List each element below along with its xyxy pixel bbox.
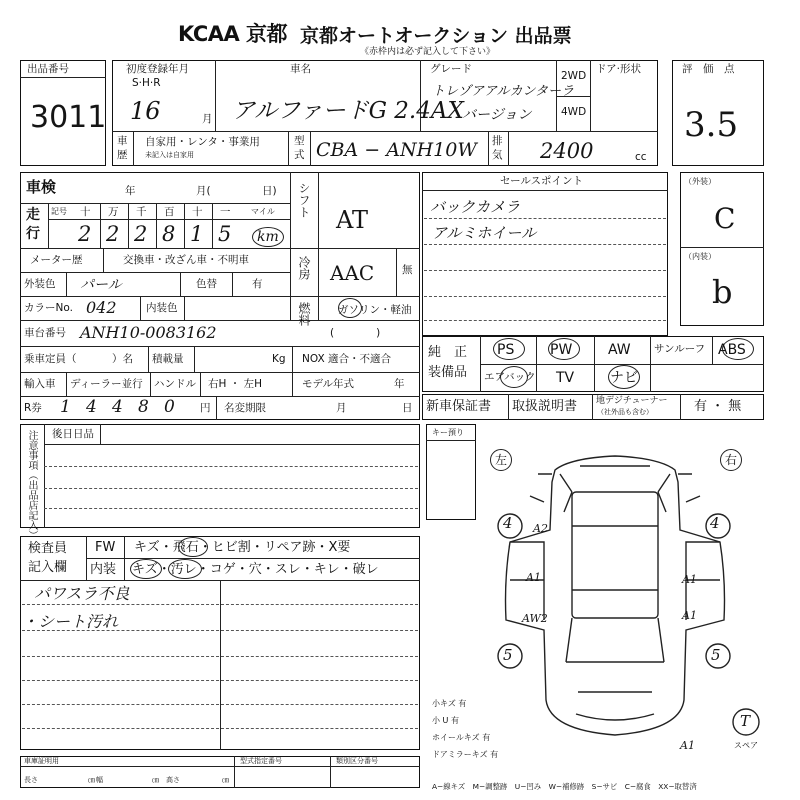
after-date-label: 後日日品 — [52, 428, 94, 440]
equipment-ps[interactable]: PS — [497, 342, 515, 358]
mileage-digit-label: 十 — [192, 206, 203, 218]
spare-label: スペア — [734, 741, 758, 750]
meter-history-options[interactable]: 交換車・改ざん車・不明車 — [123, 254, 249, 266]
legend-wheel: ホイールキズ 有 — [432, 733, 491, 742]
exterior-color-label: 外装色 — [24, 278, 56, 290]
notes-label: 注意事項（出品店記入） — [26, 430, 37, 540]
type-label: 型式指定番号 — [240, 757, 282, 765]
mark-a1-right[interactable]: A1 — [682, 573, 697, 586]
equipment-navi[interactable]: ナビ — [610, 370, 638, 386]
tire-rear-left[interactable]: 5 — [503, 646, 513, 664]
usage-options[interactable]: 自家用・レンタ・事業用 — [145, 136, 260, 148]
fuel-paren: ( ) — [330, 327, 381, 339]
equipment-abs[interactable]: ABS — [718, 342, 746, 358]
score[interactable]: 3.5 — [684, 105, 739, 145]
inspection-day-char: 日) — [262, 185, 277, 197]
equipment-label-2: 装備品 — [428, 365, 468, 380]
mark-a2[interactable]: A2 — [533, 522, 548, 535]
exterior-grade[interactable]: C — [714, 202, 736, 235]
chassis-label: 車台番号 — [24, 327, 66, 339]
expire-day: 日 — [402, 402, 413, 414]
km-unit: km — [257, 229, 279, 245]
ac-label: 冷房 — [297, 256, 311, 280]
grade-line-2[interactable]: バージョン — [462, 107, 532, 123]
inspection-label: 車検 — [26, 178, 57, 196]
chassis-number[interactable]: ANH10-0083162 — [80, 323, 217, 342]
displacement[interactable]: 2400 — [540, 139, 594, 163]
has-options[interactable]: 有 ・ 無 — [694, 399, 742, 414]
shift-label: シフト — [297, 182, 311, 218]
lot-number[interactable]: 3011 — [30, 100, 107, 135]
length-label: 長さ — [24, 776, 38, 784]
mile-label: マイル — [251, 207, 275, 216]
car-name[interactable]: アルファードG 2.4AX — [232, 98, 464, 124]
history-label-1: 車 — [117, 135, 128, 147]
mileage-digit-label: 千 — [136, 206, 147, 218]
mileage-label-2: 行 — [26, 226, 40, 242]
width-label: 幅 — [96, 776, 103, 784]
interior-color-label: 内装色 — [146, 302, 178, 314]
handle-options[interactable]: 右H ・ 左H — [208, 378, 262, 390]
key-box — [426, 424, 476, 520]
height-label: 高さ — [166, 776, 180, 784]
inspector-label-2: 記入欄 — [28, 560, 68, 575]
grade-line-1[interactable]: トレゾアアルカンターラ — [432, 84, 574, 99]
digital-tuner[interactable]: 地デジチューナー — [596, 396, 668, 406]
equipment-airbag[interactable]: エアバック — [484, 371, 536, 383]
mark-aw2[interactable]: AW2 — [522, 612, 548, 625]
equipment-label-1: 純 正 — [428, 345, 468, 360]
spare-value[interactable]: T — [740, 712, 751, 730]
cert-label: 車庫証明用 — [24, 757, 59, 765]
manual[interactable]: 取扱説明書 — [512, 399, 578, 414]
width-unit: ㎝ — [152, 776, 159, 784]
lot-number-label: 出品番号 — [27, 63, 69, 75]
equipment-aw[interactable]: AW — [608, 342, 631, 358]
r-ticket-digit[interactable]: 4 — [112, 397, 123, 417]
mileage-digit[interactable]: 8 — [162, 222, 176, 246]
mileage-digit-label: 一 — [220, 206, 231, 218]
load-unit: Kg — [272, 353, 286, 365]
interior-grade[interactable]: b — [712, 273, 733, 311]
grade-label: グレード — [430, 63, 472, 75]
page-subtitle: 《赤枠内は必ず記入して下さい》 — [360, 47, 496, 57]
page-title: 京都オートオークション 出品票 — [300, 25, 572, 47]
mark-a1-left[interactable]: A1 — [526, 571, 541, 584]
color-change-label: 色替 — [196, 278, 217, 290]
nox-label[interactable]: NOX 適合・不適合 — [302, 353, 391, 365]
exterior-grade-label: （外装） — [684, 177, 716, 186]
footer-legend: A−線キズ M−調整跡 U−凹み W−補修跡 S−サビ C−腐食 XX−取替済 — [432, 782, 697, 791]
mileage-digit-label: 万 — [108, 206, 119, 218]
capacity-label: 乗車定員（ — [24, 353, 77, 365]
sales-point-title: セールスポイント — [500, 175, 584, 187]
interior-inspect-label: 内装 — [90, 562, 117, 577]
mileage-digit[interactable]: 2 — [106, 222, 120, 246]
sales-point-line-1[interactable]: バックカメラ — [430, 198, 521, 216]
length-unit: ㎝ — [88, 776, 95, 784]
fw-options[interactable]: キズ・飛石・ヒビ割・リペア跡・X要 — [134, 540, 351, 555]
class-label: 類別区分番号 — [336, 757, 378, 765]
car-name-label: 車名 — [290, 63, 311, 75]
r-ticket-digit[interactable]: 8 — [138, 397, 149, 417]
mileage-digit[interactable]: 1 — [190, 222, 204, 246]
model-label-2: 式 — [294, 149, 305, 161]
dealer-parallel[interactable]: ディーラー並行 — [70, 378, 143, 390]
load-label: 積載量 — [152, 353, 184, 365]
ac-value[interactable]: AAC — [330, 261, 375, 285]
expire-month: 月 — [336, 402, 347, 414]
equipment-tv[interactable]: TV — [556, 370, 575, 386]
mileage-digit-label: 百 — [164, 206, 175, 218]
first-reg-month-char: 月 — [202, 113, 213, 125]
model-year-unit: 年 — [394, 378, 405, 390]
r-ticket-digit[interactable]: 0 — [164, 397, 175, 417]
import-label: 輸入車 — [24, 378, 56, 390]
mileage-digit[interactable]: 5 — [218, 222, 232, 246]
meter-history-label: メーター歴 — [30, 254, 83, 266]
score-label: 評 価 点 — [682, 63, 735, 75]
tire-rear-right[interactable]: 5 — [711, 646, 721, 664]
shift-value[interactable]: AT — [336, 206, 369, 234]
mileage-digit[interactable]: 2 — [134, 222, 148, 246]
model-label-1: 型 — [294, 135, 305, 147]
drive-4wd: 4WD — [561, 106, 587, 118]
digital-tuner-note: （社外品も含む） — [597, 408, 653, 416]
history-label-2: 歴 — [117, 149, 128, 161]
inspector-note-1[interactable]: パワスラ不良 — [34, 584, 130, 603]
interior-grade-label: （内装） — [684, 252, 716, 261]
equipment-pw[interactable]: PW — [550, 342, 573, 358]
mark-a1-rear-right[interactable]: A1 — [682, 609, 697, 622]
new-warranty[interactable]: 新車保証書 — [426, 399, 492, 414]
mileage-label-1: 走 — [26, 207, 40, 223]
diagram-right-label: 右 — [725, 453, 738, 467]
era-label: S·H·R — [132, 77, 161, 89]
handle-label: ハンドル — [154, 378, 196, 390]
mileage-mark-label: 記号 — [51, 207, 67, 216]
mark-a1-bottom[interactable]: A1 — [680, 739, 695, 752]
color-change-value[interactable]: 有 — [252, 278, 263, 290]
door-shape-label: ドア·形状 — [596, 63, 642, 75]
exterior-color[interactable]: パール — [80, 277, 122, 293]
usage-note: 未記入は自家用 — [145, 151, 194, 159]
mileage-digit-label: 十 — [80, 206, 91, 218]
legend-scratch: 小キズ 有 — [432, 699, 467, 708]
r-ticket-digit[interactable]: 1 — [60, 397, 71, 417]
first-reg-year[interactable]: 16 — [130, 97, 161, 125]
displacement-label-2: 気 — [492, 149, 503, 161]
fuel-label: 燃料 — [297, 302, 311, 326]
height-unit: ㎝ — [222, 776, 229, 784]
color-no-label: カラーNo. — [24, 302, 73, 314]
auction-logo: KCAA 京都 — [178, 22, 288, 46]
legend-dent: 小 U 有 — [432, 716, 459, 725]
color-no[interactable]: 042 — [86, 298, 117, 317]
inspection-month-char: 月( — [196, 185, 211, 197]
equipment-sunroof[interactable]: サンルーフ — [654, 343, 706, 355]
r-ticket-label: R券 — [24, 402, 42, 414]
cc-unit: cc — [635, 151, 647, 163]
inspection-year-char: 年 — [125, 185, 136, 197]
displacement-label-1: 排 — [492, 135, 503, 147]
r-ticket-digit[interactable]: 4 — [86, 397, 97, 417]
sales-point-line-2[interactable]: アルミホイール — [432, 224, 537, 242]
car-diagram[interactable] — [480, 430, 770, 760]
ac-none[interactable]: 無 — [402, 264, 413, 276]
model-year-label: モデル年式 — [302, 378, 354, 390]
sales-point-box — [422, 172, 668, 336]
tire-front-right[interactable]: 4 — [710, 514, 720, 532]
diagram-left-label: 左 — [495, 453, 508, 467]
tire-front-left[interactable]: 4 — [503, 514, 513, 532]
expire-label: 名変期限 — [224, 402, 266, 414]
drive-2wd: 2WD — [561, 70, 587, 82]
fuel-options[interactable]: ガソリン・軽油 — [338, 304, 412, 316]
inspector-note-2[interactable]: ・シート汚れ — [22, 612, 119, 631]
capacity-unit: ）名 — [112, 353, 133, 365]
legend-mirror: ドアミラーキズ 有 — [432, 750, 499, 759]
yen-char: 円 — [200, 402, 211, 414]
model-code[interactable]: CBA − ANH10W — [316, 139, 477, 161]
inspector-label-1: 検査員 — [28, 541, 68, 556]
first-reg-label: 初度登録年月 — [126, 63, 189, 75]
key-label: キー預り — [432, 428, 464, 437]
fw-label: FW — [95, 540, 116, 555]
interior-inspect-options[interactable]: キズ・汚レ・コゲ・穴・スレ・キレ・破レ — [132, 562, 379, 577]
mileage-digit[interactable]: 2 — [78, 222, 92, 246]
